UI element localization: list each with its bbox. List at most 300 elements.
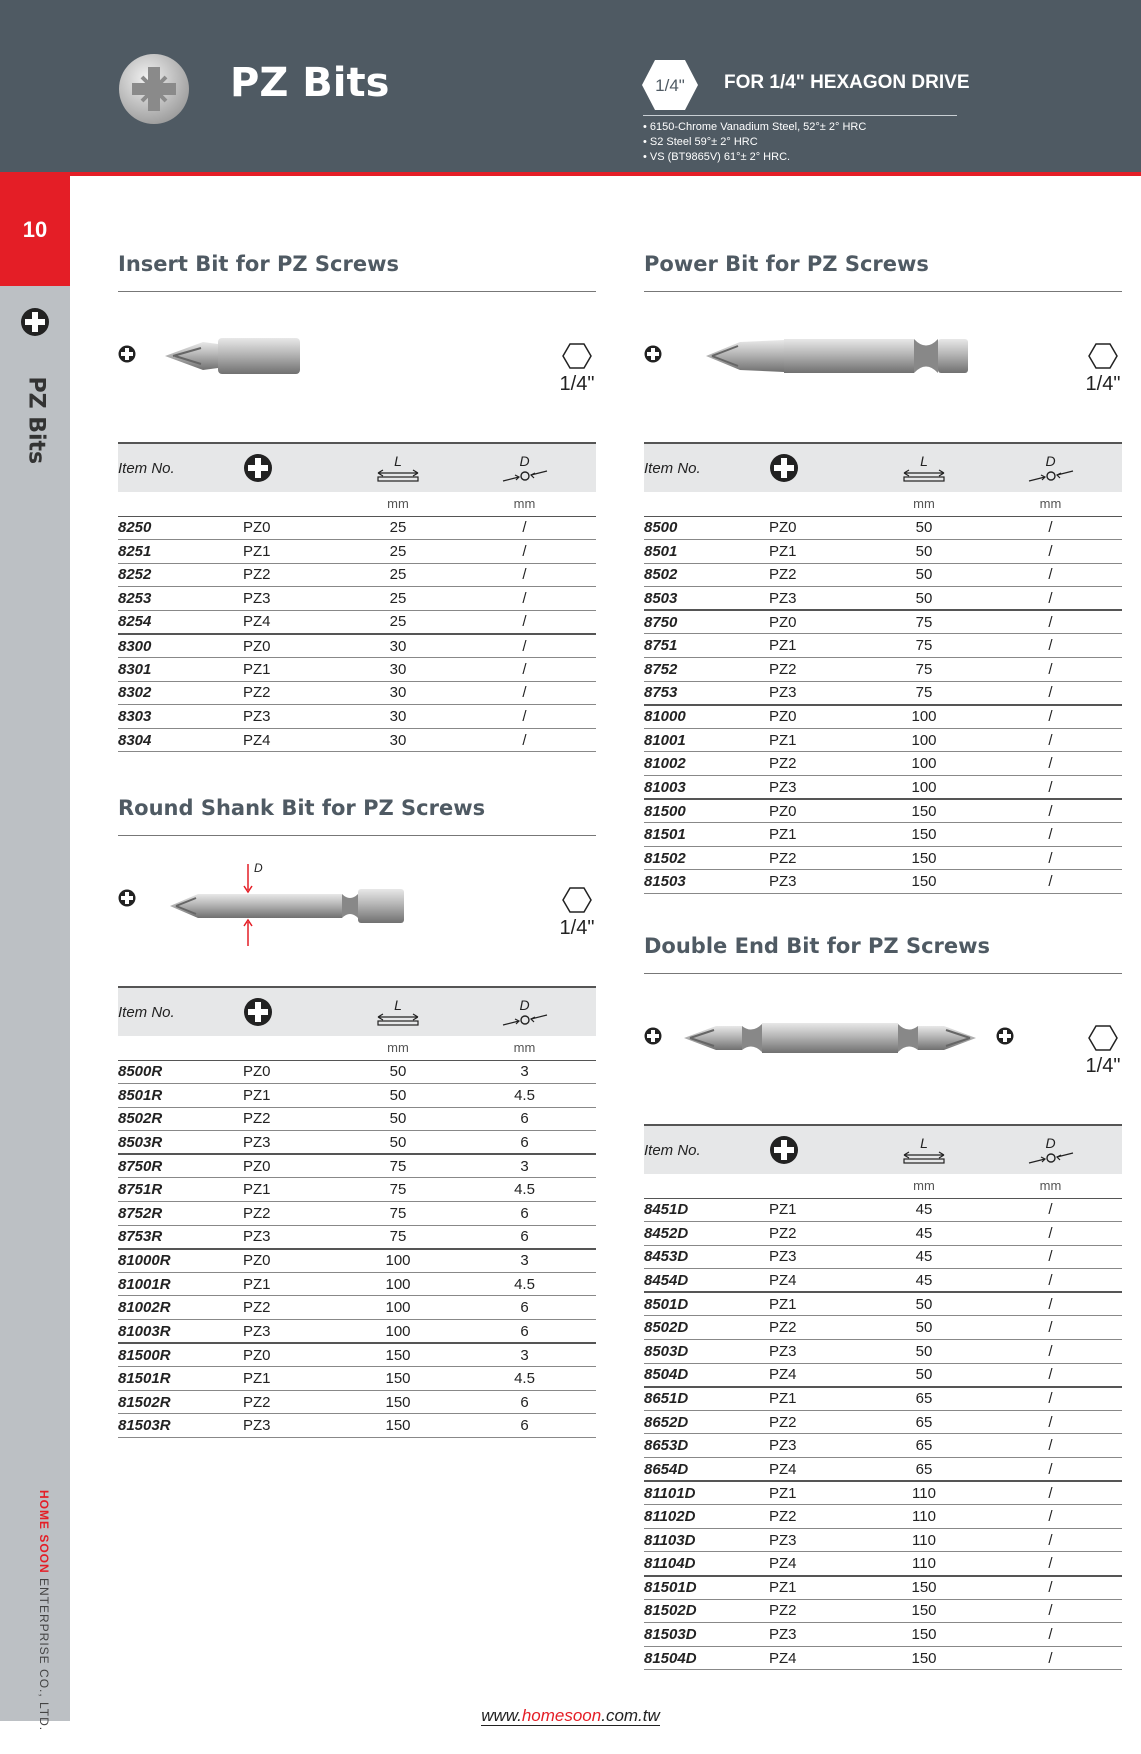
col-length	[343, 443, 453, 492]
section-title: Insert Bit for PZ Screws	[118, 252, 596, 292]
diameter-value: 3	[453, 1154, 596, 1178]
item-number: 8500R	[118, 1060, 243, 1084]
unit-d: mm	[979, 492, 1122, 516]
col-item-no	[644, 1125, 769, 1174]
pz-size: PZ3	[243, 1225, 343, 1249]
length-value: 30	[343, 634, 453, 658]
diameter-value: /	[979, 870, 1122, 894]
item-number: 81001R	[118, 1272, 243, 1296]
unit-cell	[118, 1036, 243, 1060]
diameter-value: /	[979, 1410, 1122, 1434]
length-value: 150	[869, 799, 979, 823]
unit-l: mm	[869, 1174, 979, 1198]
table-row	[118, 1249, 596, 1273]
table-row	[644, 1623, 1122, 1647]
pz-cross-icon	[644, 1027, 662, 1045]
item-number: 8752	[644, 658, 769, 682]
table-row	[644, 752, 1122, 776]
table-row	[118, 728, 596, 752]
diameter-value: /	[979, 728, 1122, 752]
table-row	[644, 610, 1122, 634]
length-value: 150	[343, 1414, 453, 1438]
item-number: 81500R	[118, 1343, 243, 1367]
hex-size-label: 1/4"	[1085, 373, 1121, 395]
table-row	[644, 1481, 1122, 1505]
diameter-value: 3	[453, 1249, 596, 1273]
length-value: 110	[869, 1505, 979, 1529]
pz-size: PZ0	[243, 1249, 343, 1273]
item-number: 8751R	[118, 1178, 243, 1202]
length-value: 75	[343, 1225, 453, 1249]
table-row	[118, 1060, 596, 1084]
pz-size: PZ3	[769, 587, 869, 611]
product-image-row	[118, 292, 596, 442]
table-row	[644, 1292, 1122, 1316]
item-number: 81501R	[118, 1367, 243, 1391]
length-value: 100	[869, 776, 979, 800]
double-end-bit-image	[682, 1016, 978, 1060]
item-number: 8750R	[118, 1154, 243, 1178]
length-value: 75	[343, 1178, 453, 1202]
pz-size: PZ3	[769, 681, 869, 705]
material-specs	[643, 120, 866, 165]
insert-bit-table	[118, 442, 596, 752]
diameter-value: 4.5	[453, 1367, 596, 1391]
diameter-value: /	[979, 540, 1122, 564]
diameter-value: /	[453, 540, 596, 564]
product-image-row	[644, 974, 1122, 1124]
col-item-no	[644, 443, 769, 492]
length-value: 50	[343, 1107, 453, 1131]
hex-badge-label: 1/4"	[655, 76, 685, 95]
col-diameter	[979, 443, 1122, 492]
item-number: 81102D	[644, 1505, 769, 1529]
diameter-value: /	[453, 728, 596, 752]
side-title: PZ Bits	[23, 376, 49, 465]
table-row	[644, 1316, 1122, 1340]
unit-cell	[769, 1174, 869, 1198]
item-number: 8304	[118, 728, 243, 752]
length-value: 150	[869, 1576, 979, 1600]
length-value: 75	[343, 1154, 453, 1178]
round-shank-bit-section	[118, 796, 596, 1438]
table-body	[644, 516, 1122, 894]
table-row	[644, 1505, 1122, 1529]
length-value: 100	[869, 705, 979, 729]
diameter-dimension-icon	[501, 469, 549, 483]
unit-l: mm	[869, 492, 979, 516]
unit-cell	[243, 1036, 343, 1060]
item-number: 81003	[644, 776, 769, 800]
length-value: 30	[343, 705, 453, 729]
pz-size: PZ3	[769, 1623, 869, 1647]
item-number: 8750	[644, 610, 769, 634]
table-row	[644, 1222, 1122, 1246]
col-size-icon	[243, 443, 343, 492]
hex-size-label: 1/4"	[559, 917, 595, 939]
page-number: 10	[0, 176, 70, 286]
col-item-no	[118, 987, 243, 1036]
pz-size: PZ1	[769, 540, 869, 564]
table-row	[644, 823, 1122, 847]
item-number: 81001	[644, 728, 769, 752]
pz-size: PZ3	[769, 1245, 869, 1269]
table-header	[644, 443, 1122, 516]
diameter-value: 3	[453, 1060, 596, 1084]
pz-size: PZ3	[243, 1320, 343, 1344]
round-shank-bit-image	[168, 856, 408, 956]
pz-cross-icon	[243, 997, 273, 1027]
item-number: 8303	[118, 705, 243, 729]
table-row	[118, 587, 596, 611]
pz-size: PZ1	[769, 1387, 869, 1411]
pz-size: PZ2	[243, 681, 343, 705]
length-value: 30	[343, 658, 453, 682]
col-item-no-label: Item No.	[118, 1003, 175, 1021]
item-number: 8500	[644, 516, 769, 540]
item-number: 81504D	[644, 1646, 769, 1670]
pz-size: PZ2	[243, 563, 343, 587]
length-value: 150	[869, 870, 979, 894]
table-row	[118, 1202, 596, 1226]
table-header	[118, 987, 596, 1060]
pz-size: PZ4	[769, 1552, 869, 1576]
pz-size: PZ3	[243, 587, 343, 611]
unit-cell	[644, 1174, 769, 1198]
table-header	[644, 1125, 1122, 1198]
diameter-value: 6	[453, 1107, 596, 1131]
diameter-value: /	[979, 1646, 1122, 1670]
header-accent-line	[0, 172, 1141, 176]
diameter-value: /	[453, 658, 596, 682]
length-value: 100	[343, 1272, 453, 1296]
footer-url[interactable]	[0, 1706, 1141, 1726]
length-value: 150	[343, 1367, 453, 1391]
table-row	[118, 1225, 596, 1249]
diameter-value: 6	[453, 1202, 596, 1226]
table-row	[644, 563, 1122, 587]
table-row	[118, 634, 596, 658]
table-body	[118, 1060, 596, 1438]
table-row	[118, 1390, 596, 1414]
pz-cross-icon	[996, 1027, 1014, 1045]
table-row	[644, 1552, 1122, 1576]
length-value: 110	[869, 1528, 979, 1552]
col-diameter	[453, 443, 596, 492]
table-row	[118, 1107, 596, 1131]
item-number: 8752R	[118, 1202, 243, 1226]
hex-size-label: 1/4"	[559, 373, 595, 395]
diameter-value: 4.5	[453, 1272, 596, 1296]
length-value: 25	[343, 587, 453, 611]
footer-url-post: .com.tw	[601, 1706, 660, 1725]
item-number: 8753	[644, 681, 769, 705]
pz-cross-icon	[118, 345, 136, 363]
pz-size: PZ3	[769, 1340, 869, 1364]
diameter-dimension-icon	[1027, 469, 1075, 483]
col-size-icon	[243, 987, 343, 1036]
pz-size: PZ1	[243, 658, 343, 682]
length-value: 150	[343, 1390, 453, 1414]
table-row	[118, 1131, 596, 1155]
pz-size: PZ4	[769, 1269, 869, 1293]
company-brand: HOME SOON	[37, 1490, 51, 1574]
col-size-icon	[769, 443, 869, 492]
col-diameter-label: D	[519, 997, 530, 1013]
item-number: 8501D	[644, 1292, 769, 1316]
diameter-value: /	[979, 610, 1122, 634]
length-value: 150	[869, 1646, 979, 1670]
pz-size: PZ1	[769, 1198, 869, 1222]
pz-size: PZ3	[769, 1434, 869, 1458]
length-value: 50	[869, 1292, 979, 1316]
length-value: 45	[869, 1198, 979, 1222]
pz-size: PZ2	[769, 1410, 869, 1434]
length-value: 25	[343, 516, 453, 540]
diameter-value: /	[979, 1623, 1122, 1647]
pz-size: PZ2	[769, 752, 869, 776]
table-row	[118, 516, 596, 540]
pz-size: PZ1	[243, 1178, 343, 1202]
diameter-value: /	[453, 634, 596, 658]
item-number: 8254	[118, 610, 243, 634]
table-row	[118, 563, 596, 587]
length-value: 65	[869, 1410, 979, 1434]
col-length-label: L	[394, 453, 402, 469]
item-number: 8503D	[644, 1340, 769, 1364]
table-row	[118, 705, 596, 729]
hex-size-indicator	[1084, 1024, 1122, 1082]
length-value: 75	[869, 658, 979, 682]
diameter-value: /	[979, 752, 1122, 776]
drive-label: FOR 1/4" HEXAGON DRIVE	[724, 72, 970, 93]
diameter-value: 4.5	[453, 1178, 596, 1202]
item-number: 81002R	[118, 1296, 243, 1320]
length-value: 50	[869, 1340, 979, 1364]
length-value: 75	[343, 1202, 453, 1226]
section-title: Power Bit for PZ Screws	[644, 252, 1122, 292]
table-row	[118, 1084, 596, 1108]
diameter-value: /	[979, 1245, 1122, 1269]
col-length-label: L	[394, 997, 402, 1013]
item-number: 8654D	[644, 1458, 769, 1482]
pz-size: PZ3	[769, 1528, 869, 1552]
diameter-value: 6	[453, 1131, 596, 1155]
length-value: 100	[869, 752, 979, 776]
item-number: 8451D	[644, 1198, 769, 1222]
diameter-value: /	[979, 1599, 1122, 1623]
pz-size: PZ2	[243, 1202, 343, 1226]
pz-size: PZ3	[769, 870, 869, 894]
table-row	[118, 1154, 596, 1178]
diameter-value: /	[979, 1316, 1122, 1340]
spec-line: • S2 Steel 59°± 2° HRC	[643, 136, 758, 148]
item-number: 81000R	[118, 1249, 243, 1273]
item-number: 8503R	[118, 1131, 243, 1155]
pz-cross-icon	[243, 453, 273, 483]
power-bit-table	[644, 442, 1122, 894]
power-bit-section	[644, 252, 1122, 894]
table-row	[118, 658, 596, 682]
section-title: Double End Bit for PZ Screws	[644, 934, 1122, 974]
double-end-bit-section	[644, 934, 1122, 1670]
hexagon-icon	[562, 886, 592, 914]
item-number: 8751	[644, 634, 769, 658]
power-bit-image	[704, 334, 970, 378]
footer-url-pre: www.	[481, 1706, 522, 1725]
table-row	[118, 1367, 596, 1391]
length-value: 100	[343, 1249, 453, 1273]
pz-size: PZ1	[769, 823, 869, 847]
length-value: 150	[343, 1343, 453, 1367]
diameter-value: /	[453, 516, 596, 540]
table-row	[118, 610, 596, 634]
table-row	[644, 705, 1122, 729]
table-row	[644, 1576, 1122, 1600]
pz-size: PZ0	[243, 1060, 343, 1084]
length-value: 75	[869, 634, 979, 658]
item-number: 8302	[118, 681, 243, 705]
unit-cell	[644, 492, 769, 516]
hexagon-drive-badge-icon	[641, 58, 699, 112]
col-length	[343, 987, 453, 1036]
unit-cell	[769, 492, 869, 516]
table-row	[644, 1434, 1122, 1458]
pz-size: PZ3	[243, 705, 343, 729]
diameter-value: /	[979, 823, 1122, 847]
table-row	[644, 846, 1122, 870]
table-row	[644, 681, 1122, 705]
diameter-value: /	[979, 658, 1122, 682]
pz-size: PZ2	[769, 1316, 869, 1340]
unit-cell	[243, 492, 343, 516]
unit-l: mm	[343, 1036, 453, 1060]
table-row	[118, 1272, 596, 1296]
col-length	[869, 443, 979, 492]
diameter-value: /	[979, 563, 1122, 587]
pz-size: PZ4	[769, 1646, 869, 1670]
item-number: 8453D	[644, 1245, 769, 1269]
diameter-value: /	[979, 1552, 1122, 1576]
length-dimension-icon	[376, 1013, 420, 1027]
length-value: 100	[869, 728, 979, 752]
hex-size-indicator	[558, 342, 596, 400]
pz-size: PZ0	[243, 1154, 343, 1178]
col-length-label: L	[920, 1135, 928, 1151]
item-number: 81002	[644, 752, 769, 776]
length-dimension-icon	[902, 1151, 946, 1165]
table-body	[118, 516, 596, 752]
pz-cross-icon	[118, 889, 136, 907]
item-number: 81500	[644, 799, 769, 823]
length-value: 50	[343, 1060, 453, 1084]
diameter-value: /	[453, 587, 596, 611]
diameter-value: /	[453, 681, 596, 705]
pz-cross-icon	[644, 345, 662, 363]
length-value: 100	[343, 1296, 453, 1320]
item-number: 81503R	[118, 1414, 243, 1438]
col-diameter-label: D	[1045, 453, 1056, 469]
table-row	[644, 776, 1122, 800]
pz-size: PZ2	[243, 1296, 343, 1320]
diameter-value: /	[979, 516, 1122, 540]
length-value: 150	[869, 1623, 979, 1647]
item-number: 81101D	[644, 1481, 769, 1505]
pz-size: PZ4	[769, 1363, 869, 1387]
diameter-value: /	[979, 1458, 1122, 1482]
item-number: 81501	[644, 823, 769, 847]
diameter-value: /	[979, 799, 1122, 823]
pz-size: PZ4	[769, 1458, 869, 1482]
pz-size: PZ2	[769, 563, 869, 587]
table-row	[644, 1269, 1122, 1293]
table-row	[644, 728, 1122, 752]
pz-size: PZ0	[243, 1343, 343, 1367]
table-row	[644, 1410, 1122, 1434]
diameter-value: 6	[453, 1296, 596, 1320]
length-value: 110	[869, 1481, 979, 1505]
hex-size-indicator	[1084, 342, 1122, 400]
col-length	[869, 1125, 979, 1174]
diameter-value: /	[979, 1222, 1122, 1246]
length-value: 30	[343, 681, 453, 705]
col-item-no-label: Item No.	[644, 459, 701, 477]
table-row	[118, 1343, 596, 1367]
length-value: 65	[869, 1458, 979, 1482]
pz-cross-icon	[20, 307, 50, 337]
pz-size: PZ3	[243, 1414, 343, 1438]
diameter-value: /	[979, 1340, 1122, 1364]
length-value: 50	[343, 1131, 453, 1155]
item-number: 8454D	[644, 1269, 769, 1293]
diameter-value: 3	[453, 1343, 596, 1367]
diameter-value: /	[979, 1434, 1122, 1458]
pz-size: PZ1	[769, 1576, 869, 1600]
pz-size: PZ0	[769, 705, 869, 729]
diameter-value: /	[979, 1269, 1122, 1293]
item-number: 81502D	[644, 1599, 769, 1623]
pz-cross-icon	[769, 453, 799, 483]
d-dimension-mark: D	[254, 861, 263, 875]
length-value: 45	[869, 1245, 979, 1269]
item-number: 81503	[644, 870, 769, 894]
length-value: 100	[343, 1320, 453, 1344]
pz-size: PZ0	[243, 516, 343, 540]
diameter-value: /	[979, 1528, 1122, 1552]
item-number: 81103D	[644, 1528, 769, 1552]
item-number: 81104D	[644, 1552, 769, 1576]
pz-size: PZ1	[769, 1481, 869, 1505]
length-value: 50	[869, 587, 979, 611]
pz-screw-head-icon	[118, 53, 190, 125]
diameter-value: /	[979, 1292, 1122, 1316]
length-value: 50	[869, 540, 979, 564]
company-rest: ENTERPRISE CO., LTD.	[37, 1573, 51, 1732]
drive-divider	[643, 115, 957, 116]
length-value: 25	[343, 563, 453, 587]
diameter-value: /	[979, 776, 1122, 800]
pz-size: PZ2	[769, 1599, 869, 1623]
length-value: 150	[869, 1599, 979, 1623]
unit-d: mm	[979, 1174, 1122, 1198]
spec-line: • 6150-Chrome Vanadium Steel, 52°± 2° HRC	[643, 121, 867, 133]
diameter-value: /	[979, 1198, 1122, 1222]
pz-size: PZ0	[769, 610, 869, 634]
table-row	[118, 1178, 596, 1202]
pz-size: PZ1	[769, 1292, 869, 1316]
table-row	[644, 516, 1122, 540]
length-value: 50	[869, 1363, 979, 1387]
